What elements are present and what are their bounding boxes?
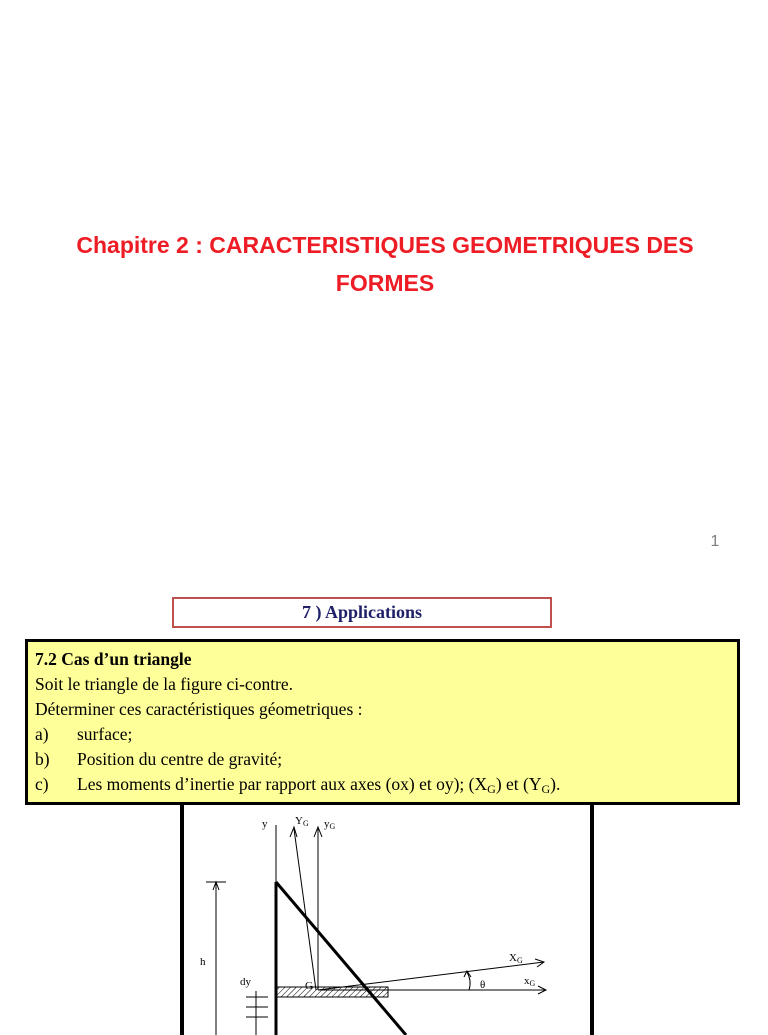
XG-label: X (509, 952, 517, 964)
centroid-label: G (305, 980, 313, 992)
YG-label: Y (295, 815, 303, 827)
item-text-before: Les moments d’inertie par rapport aux axes (ox) et oy); (X (77, 774, 488, 794)
triangle-diagram (184, 805, 590, 1035)
exercise-question: Déterminer ces caractéristiques géometriques : (35, 699, 363, 719)
svg-text:XG (509, 952, 523, 965)
yG-label: y (324, 818, 330, 830)
list-item (35, 747, 731, 772)
XG-axis (318, 962, 544, 990)
triangle-figure (180, 805, 594, 1035)
exercise-box (25, 639, 740, 805)
YG-subscript: G (302, 819, 309, 828)
item-text: surface; (77, 724, 133, 744)
item-subscript: G (541, 782, 551, 796)
theta-label: θ (480, 979, 486, 991)
xG-subscript: G (529, 979, 536, 988)
item-letter: c) (35, 774, 49, 794)
yG-subscript: G (329, 822, 336, 831)
item-subscript: G (487, 782, 496, 796)
svg-text:yG (324, 818, 336, 831)
triangle-hypotenuse (276, 882, 406, 1035)
applications-slide (0, 565, 768, 1024)
dy-label: dy (240, 976, 251, 988)
page-number: 1 (710, 533, 720, 550)
xG-label: x (524, 975, 530, 987)
XG-subscript: G (516, 956, 523, 965)
list-item (35, 772, 731, 802)
exercise-intro: Soit le triangle de la figure ci-contre. (35, 674, 294, 694)
item-letter: a) (35, 724, 49, 744)
y-axis-label: y (262, 818, 268, 830)
list-item (35, 722, 731, 747)
h-label: h (200, 956, 206, 968)
item-text-middle: ) et (Y (495, 774, 542, 794)
svg-text:YG (295, 815, 309, 828)
section-heading: 7 ) Applications (172, 597, 552, 628)
item-letter: b) (35, 749, 50, 769)
exercise-title: 7.2 Cas d’un triangle (35, 649, 192, 669)
item-text-after: ). (550, 774, 561, 794)
YG-axis (294, 829, 316, 990)
item-text: Position du centre de gravité; (77, 749, 283, 769)
svg-text:xG (524, 975, 536, 988)
chapter-title: Chapitre 2 : CARACTERISTIQUES GEOMETRIQUES DES FORMES (76, 232, 694, 296)
